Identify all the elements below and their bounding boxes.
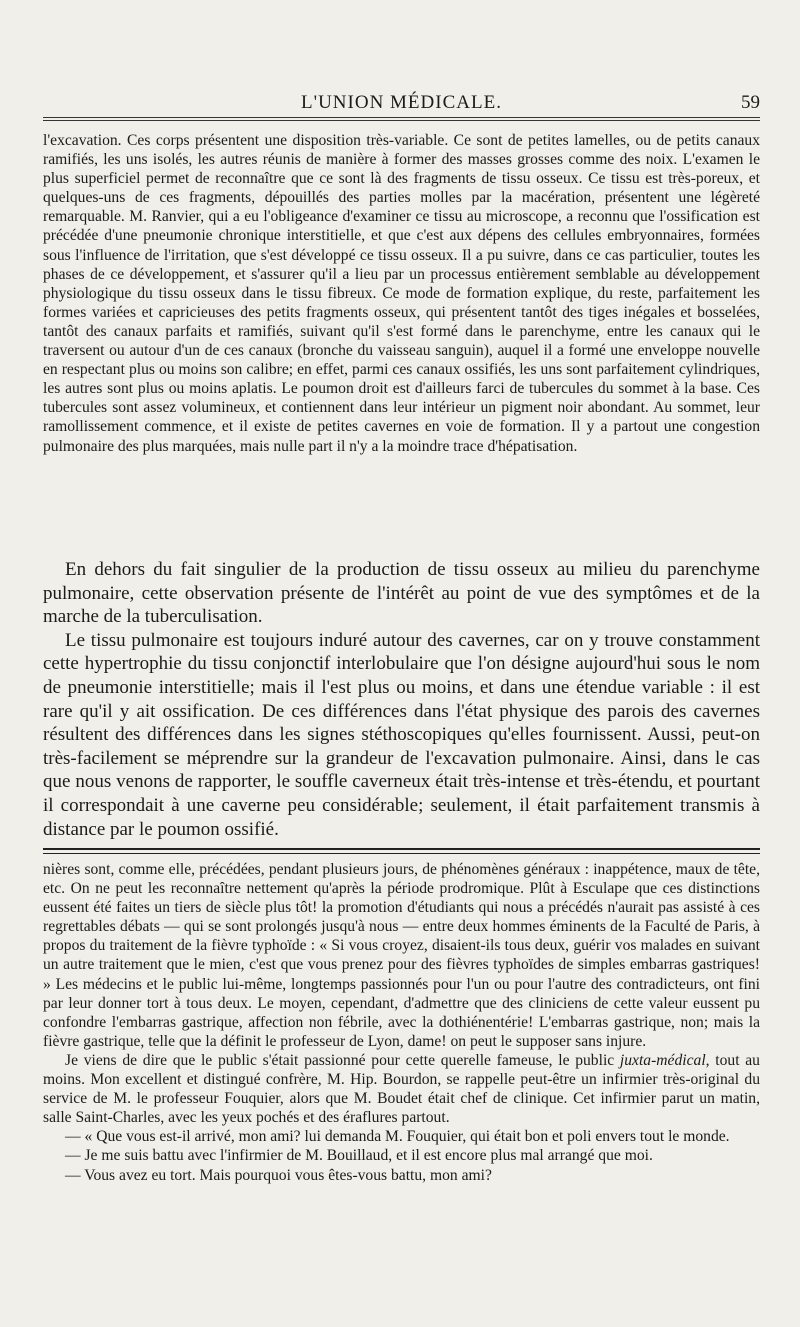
paragraph-tissu-pulmonaire: Le tissu pulmonaire est toujours induré autour des cavernes, car on y trouve constamment cette hypertrophie du tissu conjonctif interlobulaire que l'on désigne aujourd'hui sous le nom de pneumonie interstitielle; mais il l'est plus ou moins, et dans une étendue variable : il est rare qu'il y ait ossification. De ces différences dans l'état physique des parois des cavernes résultent des différences dans les signes stéthoscopiques qu'elles fournissent. Aussi, peut-on très-facilement se méprendre sur la grandeur de l'excavation pulmonaire. Ainsi, dans le cas que nous venons de rapporter, le souffle caverneux était très-intense et très-étendu, et pourtant il correspondait à une caverne peu considérable; seulement, il était parfaitement transmis à distance par le poumon ossifié. — [43, 629, 760, 840]
text-segment: , tout au moins. Mon excellent et distingué confrère, M. Hip. Bourdon, se rappelle peut-être un infirmier très-original du service de M. le professeur Fouquier, alors que M. Boudet était chef de clinique. Cet infirmier parut un matin, salle Saint-Charles, avec les yeux pochés et des éraflures partout. — [43, 1051, 760, 1127]
paragraph-public — [43, 1051, 760, 1127]
dialogue-line: — Vous avez eu tort. Mais pourquoi vous êtes-vous battu, mon ami? — [65, 1166, 492, 1184]
feuilleton — [43, 860, 760, 1185]
paragraph-prodromes: nières sont, comme elle, précédées, pendant plusieurs jours, de phénomènes généraux : inappétence, maux de tête, etc. On ne peut les reconnaître nettement qu'après la période prodromique. Plût à Esculape que ces distinctions eussent été faites un tiers de siècle plus tôt! la promotion d'étudiants qui nous a précédés n'aurait pas assisté à ces regrettables débats — qui se sont prolongés jusqu'à nous — entre deux hommes éminents de la Faculté de Paris, à propos du traitement de la fièvre typhoïde : « Si vous croyez, disaient-ils tous deux, guérir vos malades en suivant un autre traitement que le mien, c'est que vous prenez pour des fièvres typhoïdes de simples embarras gastriques! » Les médecins et le public lui-même, longtemps passionnés pour l'un ou pour l'autre des contradicteurs, ont fini par leur donner tort à tous deux. Le moyen, cependant, d'admettre que des cliniciens de cette valeur eussent pu confondre l'embarras gastrique, affection non fébrile, avec la dothiénentérie! L'embarras gastrique, non; mais la fièvre gastrique, telle que la définit le professeur de Lyon, dame! on peut le supposer sans injure. — [43, 861, 760, 1050]
feuilleton-separator — [43, 848, 760, 854]
paragraph-excavation: l'excavation. Ces corps présentent une disposition très-variable. Ce sont de petites lamelles, ou de petits canaux ramifiés, les uns isolés, les autres réunis de manière à former des masses grosses comme des noix. L'examen le plus superficiel permet de reconnaître que ce sont là des fragments de tissu osseux. Ce tissu est très-poreux, et quelques-uns de ces fragments, dépouillés des parties molles par la macération, présentent une légèreté remarquable. M. Ranvier, qui a eu l'obligeance d'examiner ce tissu au microscope, a reconnu que l'ossification est précédée d'une pneumonie chronique interstitielle, et que c'est aux dépens des cellules embryonnaires, formées sous l'influence de l'irritation, que s'est développé ce tissu osseux. Il a pu suivre, dans ce cas particulier, toutes les phases de ce développement, et s'assurer qu'il a lieu par un processus entièrement semblable au développement physiologique du tissu osseux dans le tissu fibreux. Ce mode de formation explique, du reste, parfaitement les formes variées et capricieuses des petits fragments osseux, qui présentent tantôt des tiges inégales et bosselées, tantôt des canaux parfaits et ramifiés, suivant qu'il s'est formé dans le parenchyme, entre les canaux qui le traversent ou autour d'un de ces canaux (bronche du vaisseau sanguin), auquel il a formé une enveloppe nouvelle en respectant plus ou moins son calibre; en effet, parmi ces canaux ossifiés, les uns sont parfaitement cylindriques, les autres sont plus ou moins aplatis. Le poumon droit est d'ailleurs farci de tubercules du sommet à la base. Ces tubercules sont assez volumineux, et contiennent dans leur intérieur un pigment noir abondant. Au sommet, leur ramollissement commence, et il existe de petites cavernes en voie de formation. Il y a partout une congestion pulmonaire des plus marquées, mais nulle part il n'y a la moindre trace d'hépatisation. — [43, 132, 760, 455]
running-title: L'UNION MÉDICALE. — [301, 92, 502, 113]
dialogue-line: — « Que vous est-il arrivé, mon ami? lui demanda M. Fouquier, qui était bon et poli envers tout le monde. — [65, 1128, 730, 1146]
page-header — [43, 84, 760, 114]
text-segment: Je viens de dire que le public s'était passionné pour cette querelle fameuse, le public — [65, 1051, 620, 1069]
paragraph-observation: En dehors du fait singulier de la production de tissu osseux au milieu du parenchyme pulmonaire, cette observation présente de l'intérêt au point de vue des symptômes et de la marche de la tuberculisation. — [43, 559, 760, 628]
italic-term: juxta-médical — [619, 1051, 706, 1069]
article-continuation — [43, 131, 760, 456]
header-rule — [43, 117, 760, 121]
page-number: 59 — [741, 92, 760, 113]
article-discussion — [43, 558, 760, 841]
dialogue-line: — Je me suis battu avec l'infirmier de M. Bouillaud, et il est encore plus mal arrangé que moi. — [65, 1147, 653, 1165]
